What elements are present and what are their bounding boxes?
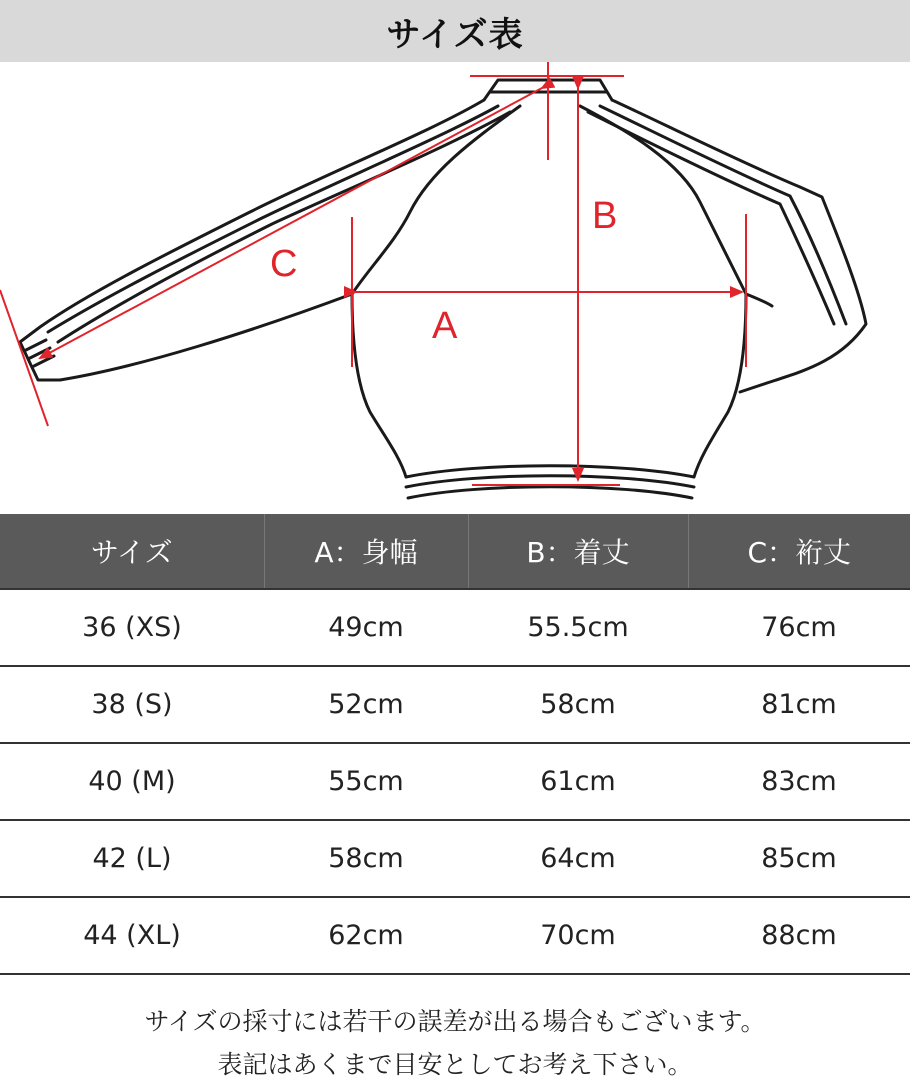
- cell-size: 36 (XS): [0, 589, 264, 666]
- jacket-svg: [0, 62, 910, 512]
- cell-b: 70cm: [468, 897, 688, 974]
- cell-c: 76cm: [688, 589, 910, 666]
- cell-a: 58cm: [264, 820, 468, 897]
- cell-a: 62cm: [264, 897, 468, 974]
- cell-a: 55cm: [264, 743, 468, 820]
- left-raglan-seam: [352, 106, 520, 294]
- jacket-diagram: [0, 62, 910, 512]
- cell-b: 64cm: [468, 820, 688, 897]
- measurement-note: [0, 1000, 910, 1086]
- label-a: A: [432, 305, 458, 347]
- cell-c: 81cm: [688, 666, 910, 743]
- jacket-outline: [20, 80, 866, 498]
- table-row: [0, 897, 910, 974]
- left-body-side: [352, 294, 406, 477]
- size-table: [0, 514, 910, 975]
- label-c: C: [270, 243, 298, 285]
- cell-size: 44 (XL): [0, 897, 264, 974]
- note-line-1: サイズの採寸には若干の誤差が出る場合もございます。: [144, 1007, 766, 1036]
- left-sleeve-outer: [20, 100, 484, 380]
- cell-a: 52cm: [264, 666, 468, 743]
- cell-c: 85cm: [688, 820, 910, 897]
- header-size: サイズ: [0, 514, 264, 589]
- header-b-length: B：着丈: [468, 514, 688, 589]
- cell-b: 58cm: [468, 666, 688, 743]
- cell-b: 55.5cm: [468, 589, 688, 666]
- cell-size: 42 (L): [0, 820, 264, 897]
- label-b: B: [592, 195, 618, 237]
- table-row: [0, 743, 910, 820]
- page-title: サイズ表: [386, 14, 524, 55]
- table-row: [0, 666, 910, 743]
- left-sleeve-stripe-1: [48, 106, 498, 332]
- header-c-sleeve-length: C：裄丈: [688, 514, 910, 589]
- cell-c: 83cm: [688, 743, 910, 820]
- cell-a: 49cm: [264, 589, 468, 666]
- cell-size: 38 (S): [0, 666, 264, 743]
- cell-size: 40 (M): [0, 743, 264, 820]
- right-body-side: [694, 294, 746, 477]
- cell-b: 61cm: [468, 743, 688, 820]
- hem-rib-bottom: [408, 487, 692, 498]
- table-row: [0, 820, 910, 897]
- left-underarm: [60, 294, 352, 380]
- table-row: [0, 589, 910, 666]
- note-line-2: 表記はあくまで目安としてお考え下さい。: [217, 1050, 693, 1079]
- title-bar: [0, 0, 910, 62]
- measure-lines: [0, 62, 746, 485]
- cell-c: 88cm: [688, 897, 910, 974]
- table-header-row: [0, 514, 910, 589]
- header-a-chest-width: A：身幅: [264, 514, 468, 589]
